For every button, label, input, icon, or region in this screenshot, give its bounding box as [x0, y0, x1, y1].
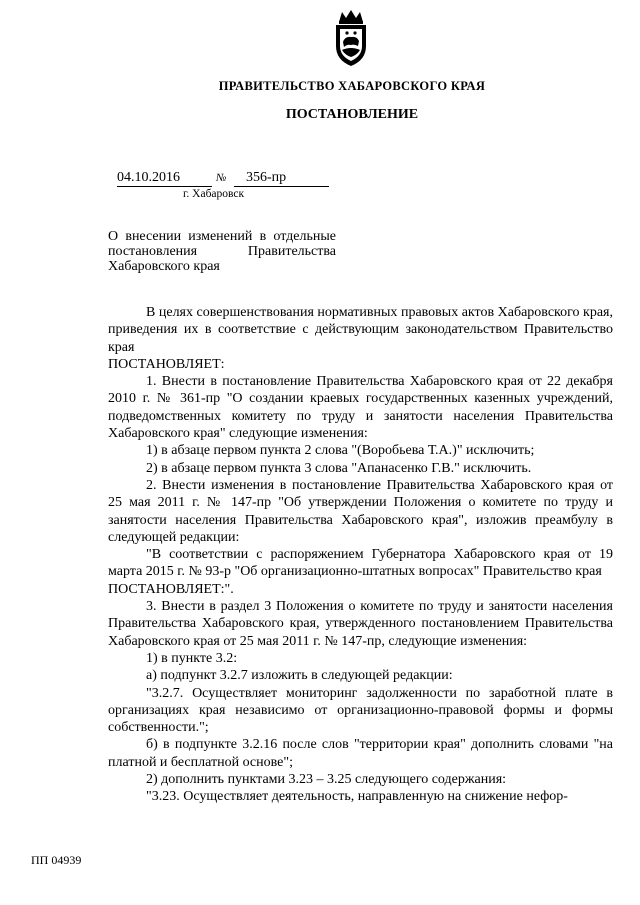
document-number: 356-пр [234, 170, 329, 187]
body-paragraph: "3.23. Осуществляет деятельность, направленную на снижение нефор- [146, 789, 568, 805]
body-paragraph: а) подпункт 3.2.7 изложить в следующей редакции: [146, 668, 453, 684]
body-paragraph: 1) в пункте 3.2: [146, 650, 238, 666]
body-paragraph: 2) дополнить пунктами 3.23 – 3.25 следующего содержания: [146, 772, 507, 788]
body-paragraph: 3. Внести в раздел 3 Положения о комитете по труду и занятости населения Правительства Хабаровского края, утвержденного постановлением Правительства Хабаровского края от 25 мая 2011 г. № 147-пр, следующие изменения: [108, 599, 613, 649]
body-paragraph: ПОСТАНОВЛЯЕТ:". [108, 581, 234, 597]
body-paragraph: 2. Внести изменения в постановление Правительства Хабаровского края от 25 мая 2011 г. № 147-пр "Об утверждении Положения о комитете по труду и занятости населения Правительства Хабаровского края", изложив преамбулу в следующей редакции: [108, 477, 613, 545]
body-paragraph: "В соответствии с распоряжением Губернатора Хабаровского края от 19 марта 2015 г. № 93-р "Об организационно-штатных вопросах" Правительство края [108, 547, 613, 580]
document-date: 04.10.2016 [117, 170, 212, 187]
document-subject: О внесении изменений в отдельные постановления Правительства Хабаровского края [108, 229, 336, 274]
body-paragraph: "3.2.7. Осуществляет мониторинг задолженности по заработной плате в организациях края независимо от организационно-правовой формы и формы собственности."; [108, 685, 613, 736]
document-city: г. Хабаровск [183, 188, 245, 200]
body-paragraph: 2) в абзаце первом пункта 3 слова "Апанасенко Г.В." исключить. [146, 460, 532, 476]
body-paragraph: ПОСТАНОВЛЯЕТ: [108, 356, 225, 372]
body-paragraph: б) в подпункте 3.2.16 после слов "территории края" дополнить словами "на платной и бесплатной основе"; [108, 737, 613, 770]
khabarovsk-coat-of-arms-icon [330, 8, 372, 68]
government-title: ПРАВИТЕЛЬСТВО ХАБАРОВСКОГО КРАЯ [218, 79, 486, 93]
body-paragraph: 1. Внести в постановление Правительства Хабаровского края от 22 декабря 2010 г. № 361-пр "О создании краевых государственных казенных учреждений, подведомственных комитету по труду и занятости населения Правительства Хабаровского края" следующие изменения: [108, 374, 613, 442]
document-type: ПОСТАНОВЛЕНИЕ [285, 107, 419, 122]
document-body [108, 304, 613, 806]
footer-code: ПП 04939 [31, 853, 82, 867]
body-paragraph: В целях совершенствования нормативных правовых актов Хабаровского края, приведения их в соответствие с действующим законодательством Правительство края [108, 305, 613, 355]
body-paragraph: 1) в абзаце первом пункта 2 слова "(Воробьева Т.А.)" исключить; [146, 443, 535, 459]
number-sign: № [216, 172, 227, 184]
